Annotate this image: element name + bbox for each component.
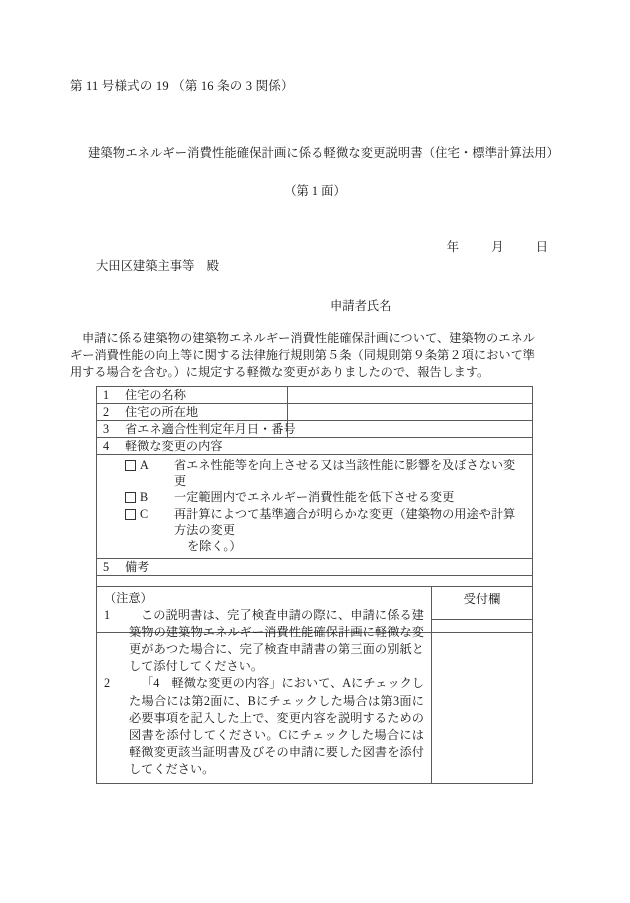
date-line [447,237,548,255]
row-2-value[interactable] [288,404,533,421]
option-c-text [174,506,526,555]
checkbox-c-icon[interactable] [125,509,136,520]
table-row [97,421,533,438]
row-3-text: 省エネ適合性判定年月日・番号 [125,422,296,436]
row-5-label [97,559,533,576]
checkbox-b-icon[interactable] [125,492,136,503]
option-c-row[interactable] [103,506,526,555]
form-number: 第 11 号様式の 19 （第 16 条の 3 関係） [70,79,294,93]
page-face-label: （第 1 面） [284,184,346,198]
option-a-letter: A [140,458,149,472]
addressee: 大田区建築主事等 殿 [96,259,219,273]
option-c-letter: C [140,506,149,521]
table-row [97,455,533,559]
note-2-number: 2 [104,676,111,691]
row-4-label [97,438,533,455]
row-4-text: 軽微な変更の内容 [125,439,223,453]
note-item [104,607,424,675]
notes-title: （注意） [104,591,153,605]
applicant-name-label: 申請者氏名 [330,299,392,313]
row-1-text: 住宅の名称 [125,388,186,402]
note-2-text: 「4 軽微な変更の内容」において、Aにチェックした場合には第2面に、Bにチェックした場合は第3面に必要事項を記入した上で、変更内容を説明するための図書を添付してください。Cにチェックした場合には軽微変更該当証明書及びその申請に要した図書を添付してください。 [129,676,424,776]
table-row [97,438,533,455]
date-day-label: 日 [535,240,548,254]
option-b-text: 一定範囲内でエネルギー消費性能を低下させる変更 [174,490,455,505]
change-type-options [97,455,533,559]
row-5-number: 5 [103,560,110,575]
note-1-text: この説明書は、完了検査申請の際に、申請に係る建築物の建築物エネルギー消費性能確保計画に軽微な変更があつた場合に、完了検査申請書の第三面の別紙として添付してください。 [129,608,424,674]
row-4-number: 4 [103,439,110,453]
option-b-row[interactable] [103,489,526,505]
row-1-value[interactable] [288,387,533,404]
receipt-input-area[interactable] [432,619,533,783]
checkbox-a-icon[interactable] [125,460,136,471]
table-row [97,404,533,421]
option-c-text-line2: を除く。） [187,539,242,554]
option-a-row[interactable] [103,457,526,489]
option-a-text: 省エネ性能等を向上させる又は当該性能に影響を及ぼさない変更 [174,458,516,489]
table-row [97,587,533,620]
row-3-value[interactable] [288,421,533,438]
receipt-column-header: 受付欄 [432,587,533,620]
table-row [97,387,533,404]
note-1-number: 1 [104,608,111,623]
body-paragraph: 申請に係る建築物の建築物エネルギー消費性能確保計画について、建築物のエネルギー消費性能の向上等に関する法律施行規則第５条（同規則第９条第２項において準用する場合を含む。）に規定する軽微な変更がありましたので、報告します。 [70,331,535,380]
row-2-label [97,404,288,421]
row-1-number: 1 [103,388,110,402]
notes-table [96,586,533,784]
date-year-label: 年 [446,240,460,254]
row-1-label [97,387,288,404]
row-2-text: 住宅の所在地 [125,405,199,419]
table-row [97,559,533,576]
option-b-letter: B [140,490,149,505]
row-2-number: 2 [103,405,110,419]
option-c-text-line1: 再計算によつて基準適合が明らかな変更（建築物の用途や計算方法の変更 [174,506,516,537]
page-title: 建築物エネルギー消費性能確保計画に係る軽微な変更説明書（住宅・標準計算法用） [88,146,560,160]
row-3-label [97,421,296,438]
date-month-label: 月 [491,240,504,254]
row-5-text: 備考 [125,560,150,575]
notes-section [97,587,432,784]
note-item [104,675,424,778]
row-3-number: 3 [103,422,110,436]
